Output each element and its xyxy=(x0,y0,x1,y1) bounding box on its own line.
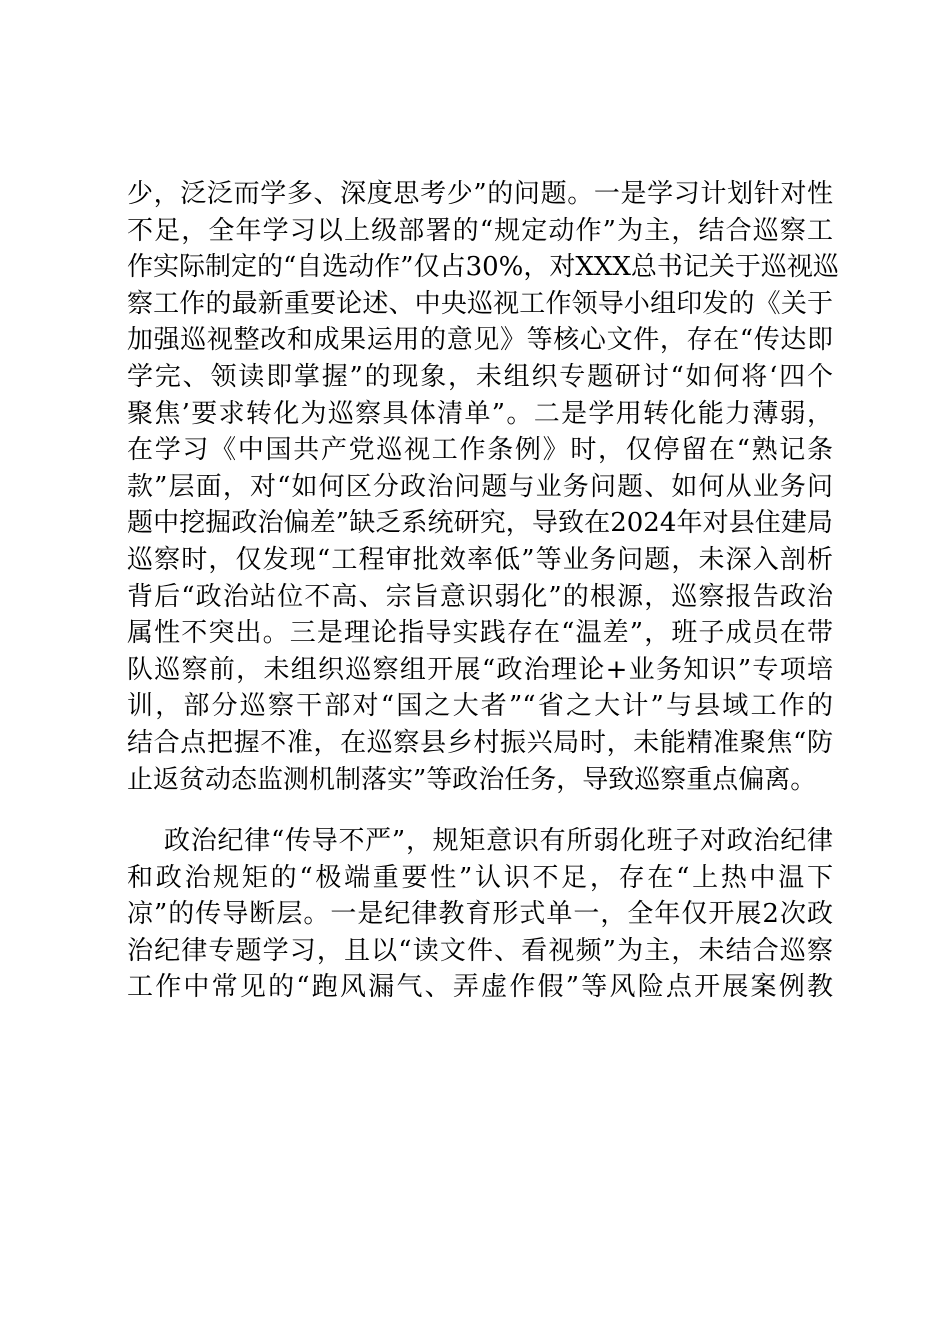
text-line: 款”层面，对“如何区分政治问题与业务问题、如何从业务问 xyxy=(127,471,833,502)
text-line: 作实际制定的“自选动作”仅占30%，对XXX总书记关于巡视巡 xyxy=(127,252,839,283)
text-line: 察工作的最新重要论述、中央巡视工作领导小组印发的《关于 xyxy=(127,288,833,319)
text-line: 巡察时，仅发现“工程审批效率低”等业务问题，未深入剖析 xyxy=(127,544,833,575)
text-line: 和政治规矩的“极端重要性”认识不足，存在“上热中温下 xyxy=(127,862,833,893)
paragraph-study-issues xyxy=(127,176,839,798)
text-line: 止返贫动态监测机制落实”等政治任务，导致巡察重点偏离。 xyxy=(127,764,817,795)
text-line: 聚焦’要求转化为巡察具体清单”。二是学用转化能力薄弱， xyxy=(127,398,833,429)
text-line: 结合点把握不准，在巡察县乡村振兴局时，未能精准聚焦“防 xyxy=(127,727,833,758)
text-line: 不足，全年学习以上级部署的“规定动作”为主，结合巡察工 xyxy=(127,215,833,246)
text-line: 政治纪律“传导不严”，规矩意识有所弱化班子对政治纪律 xyxy=(164,826,833,857)
document-body xyxy=(127,176,839,1006)
paragraph-discipline-issues xyxy=(127,823,833,1006)
text-line: 凉”的传导断层。一是纪律教育形式单一，全年仅开展2次政 xyxy=(127,899,833,930)
text-line: 队巡察前，未组织巡察组开展“政治理论+业务知识”专项培 xyxy=(127,654,833,685)
text-line: 工作中常见的“跑风漏气、弄虚作假”等风险点开展案例教 xyxy=(127,972,833,1003)
text-line: 训，部分巡察干部对“国之大者”“省之大计”与县域工作的 xyxy=(127,691,833,722)
text-line: 背后“政治站位不高、宗旨意识弱化”的根源，巡察报告政治 xyxy=(127,581,833,612)
text-line: 题中挖掘政治偏差”缺乏系统研究，导致在2024年对县住建局 xyxy=(127,508,833,539)
text-line: 少，泛泛而学多、深度思考少”的问题。一是学习计划针对性 xyxy=(127,179,833,209)
text-line: 治纪律专题学习，且以“读文件、看视频”为主，未结合巡察 xyxy=(127,935,833,966)
text-line: 加强巡视整改和成果运用的意见》等核心文件，存在“传达即 xyxy=(127,325,833,356)
text-line: 属性不突出。三是理论指导实践存在“温差”，班子成员在带 xyxy=(127,618,833,649)
text-line: 学完、领读即掌握”的现象，未组织专题研讨“如何将‘四个 xyxy=(127,361,833,392)
text-line: 在学习《中国共产党巡视工作条例》时，仅停留在“熟记条 xyxy=(127,435,833,466)
